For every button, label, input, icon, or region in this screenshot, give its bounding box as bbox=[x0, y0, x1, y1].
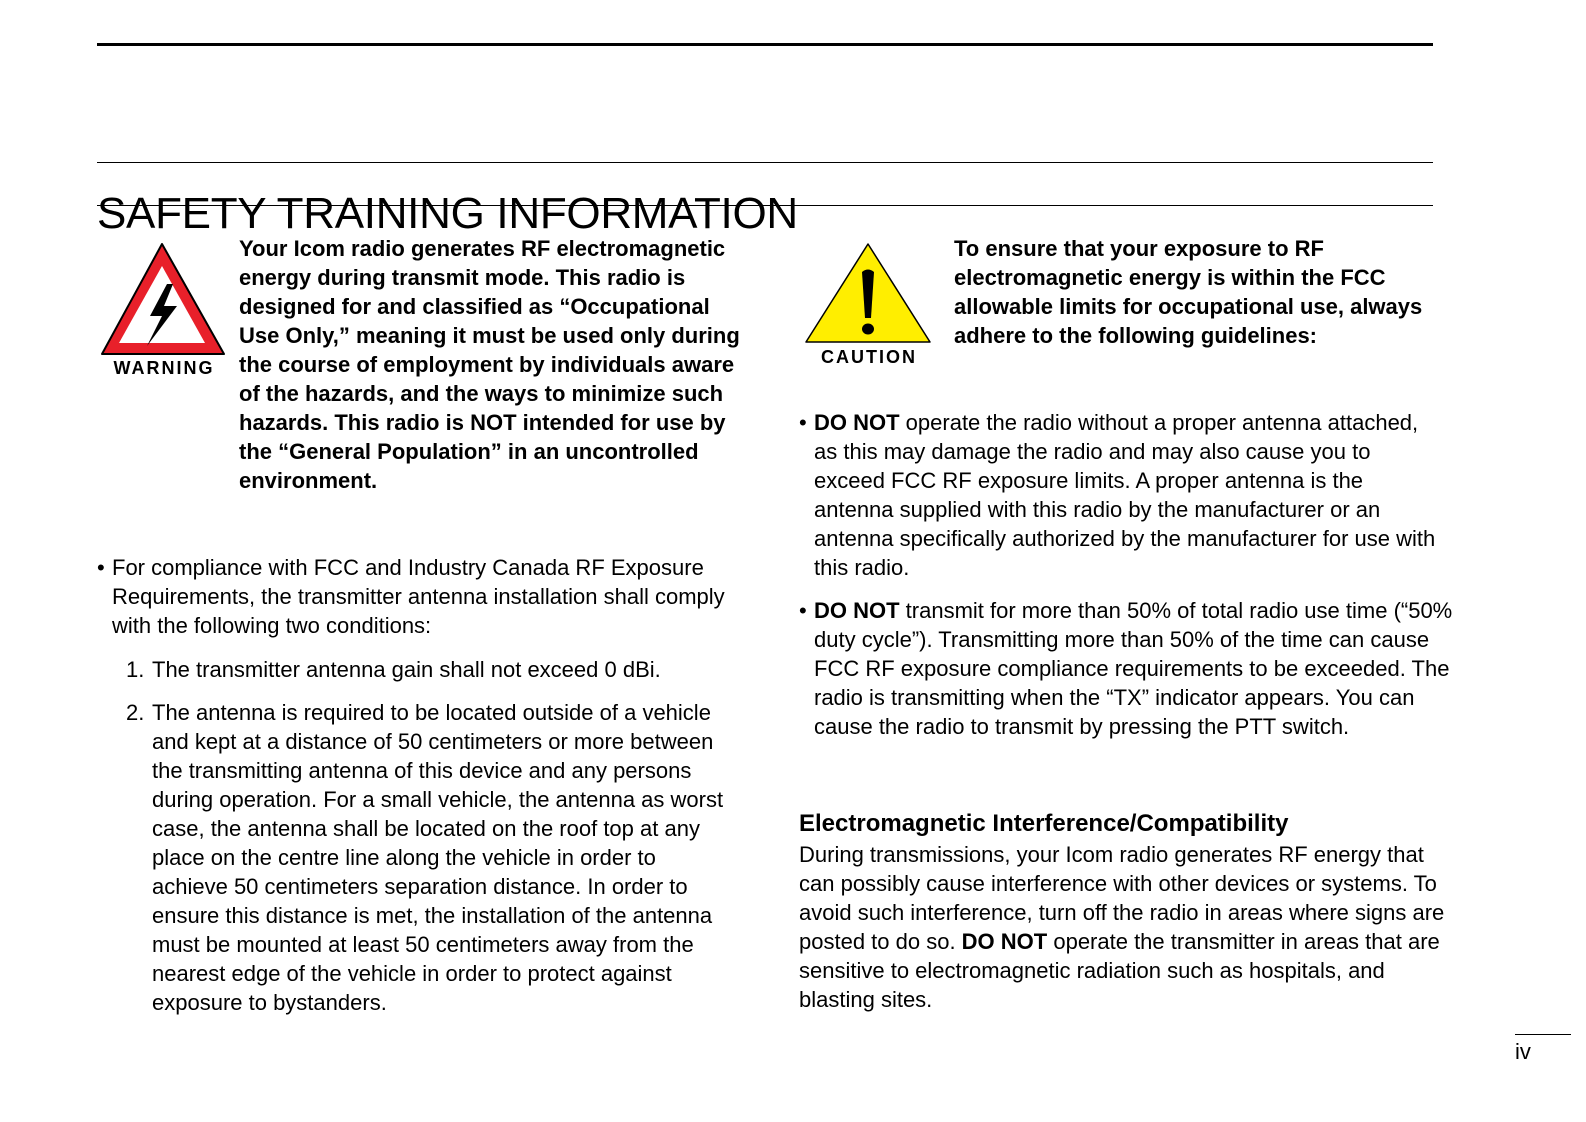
emi-emphasis: DO NOT bbox=[961, 929, 1048, 954]
guideline-emphasis: DO NOT bbox=[814, 598, 900, 623]
condition-text: The antenna is required to be located outside of a vehicle and kept at a distance of 50 centimeters or more between the transmitting antenna of this device and any persons during operation. For a small vehicle, the antenna as worst case, the antenna shall be located on the roof top at any place on the centre line along the vehicle in order to achieve 50 centimeters separation distance. In order to ensure this distance is met, the installation of the antenna must be mounted at least 50 centimeters away from the nearest edge of the vehicle in order to protect against exposure to bystanders. bbox=[152, 700, 724, 1015]
bullet-marker: • bbox=[799, 598, 807, 623]
warning-text: Your Icom radio generates RF electromagnetic energy during transmit mode. This radio is designed for and classified as “Occupational Use Only,” meaning it must be used only during the course of employment by individuals aware of the hazards, and the ways to minimize such hazards. This radio is NOT intended for use by the “General Population” in an uncontrolled environment. bbox=[239, 236, 740, 493]
page-number-rule bbox=[1515, 1034, 1571, 1035]
bullet-marker: • bbox=[97, 555, 105, 580]
emi-text bbox=[799, 840, 1459, 1014]
emi-heading: Electromagnetic Interference/Compatibility bbox=[799, 810, 1289, 837]
condition-item-2 bbox=[126, 698, 732, 1017]
condition-number: 1. bbox=[126, 657, 145, 682]
compliance-bullet bbox=[97, 553, 742, 640]
guideline-text: operate the radio without a proper antenna attached, as this may damage the radio and may also cause you to exceed FCC RF exposure limits. A proper antenna is the antenna supplied with this radio by the manufacturer or an antenna specifically authorized by the manufacturer for use with this radio. bbox=[814, 410, 1436, 580]
bullet-marker: • bbox=[799, 410, 807, 435]
caution-label: CAUTION bbox=[821, 347, 917, 367]
condition-number: 2. bbox=[126, 700, 145, 725]
page-title: SAFETY TRAINING INFORMATION bbox=[97, 189, 798, 239]
guideline-item-1 bbox=[799, 408, 1444, 582]
emi-text-after: operate the transmitter in areas that are sensitive to electromagnetic radiation such as hospitals, and blasting sites. bbox=[799, 929, 1440, 1012]
top-rule bbox=[97, 43, 1433, 46]
condition-item-1 bbox=[126, 655, 792, 684]
guideline-emphasis: DO NOT bbox=[814, 410, 900, 435]
guideline-text: transmit for more than 50% of total radio use time (“50% duty cycle”). Transmitting more than 50% of the time can cause FCC RF exposure compliance requirements to be exceeded. The radio is transmitting when the “TX” indicator appears. You can cause the radio to transmit by pressing the PTT switch. bbox=[814, 598, 1453, 739]
page-number: iv bbox=[1515, 1039, 1531, 1064]
compliance-text: For compliance with FCC and Industry Canada RF Exposure Requirements, the transmitter antenna installation shall comply with the following two conditions: bbox=[112, 555, 725, 638]
title-top-rule bbox=[97, 162, 1433, 163]
emi-text-before: During transmissions, your Icom radio generates RF energy that can possibly cause interference with other devices or systems. To avoid such interference, turn off the radio in areas where signs are posted to do so. bbox=[799, 842, 1445, 954]
caution-text: To ensure that your exposure to RF electromagnetic energy is within the FCC allowable limits for occupational use, always adhere to the following guidelines: bbox=[954, 236, 1423, 348]
warning-label: WARNING bbox=[113, 358, 215, 378]
condition-text: The transmitter antenna gain shall not exceed 0 dBi. bbox=[152, 657, 661, 682]
guideline-item-2 bbox=[799, 596, 1464, 741]
